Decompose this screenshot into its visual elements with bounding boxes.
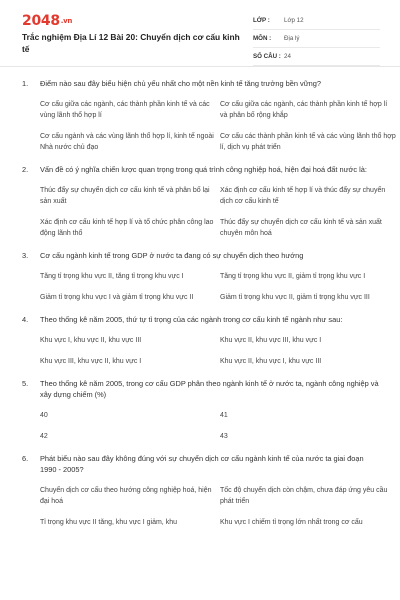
meta-label: LỚP : (253, 17, 270, 24)
question-text: Cơ cấu ngành kinh tế trong GDP ở nước ta đang có sự chuyển dịch theo hướng (40, 251, 304, 260)
question-item (0, 250, 400, 303)
answer-option[interactable]: Chuyển dịch cơ cấu theo hướng công nghiệp hoá, hiện đại hoá (40, 487, 212, 505)
question-number: 2. (22, 165, 29, 174)
answer-option[interactable]: 43 (220, 433, 228, 440)
question-text: Phát biểu nào sau đây không đúng với sự chuyển dịch cơ cấu ngành kinh tế của nước ta giai đoạn 1990 - 2005? (40, 454, 364, 474)
question-header (0, 378, 400, 400)
answer-option[interactable]: Giảm tỉ trọng khu vực II, giảm tỉ trọng khu vực III (220, 294, 370, 301)
answer-option[interactable]: Khu vực III, khu vực II, khu vực I (40, 358, 142, 365)
meta-value: Địa lý (284, 35, 300, 42)
question-item (0, 378, 400, 442)
question-header (0, 453, 400, 475)
answer-option[interactable]: Tỉ trọng khu vực II tăng, khu vực I giảm, khu (40, 519, 177, 526)
question-number: 6. (22, 454, 29, 463)
answer-option[interactable]: Thúc đẩy sự chuyển dịch cơ cấu kinh tế và sản xuất chuyên môn hoá (220, 219, 382, 237)
site-logo[interactable] (22, 13, 72, 29)
meta-value: Lớp 12 (284, 17, 304, 24)
answer-option[interactable]: 41 (220, 412, 228, 419)
answer-option[interactable]: Tốc độ chuyển dịch còn chậm, chưa đáp ứng yêu cầu phát triển (220, 487, 388, 505)
answer-option[interactable]: Khu vực I chiếm tỉ trọng lớn nhất trong cơ cấu (220, 519, 363, 526)
answer-option[interactable]: Cơ cấu ngành và các vùng lãnh thổ hợp lí, kinh tế ngoài Nhà nước chủ đạo (40, 133, 214, 151)
question-header (0, 164, 400, 175)
meta-label: SỐ CÂU : (253, 53, 281, 60)
logo-main: 2048 (22, 13, 60, 29)
answer-option[interactable]: Cơ cấu các thành phần kinh tế và các vùng lãnh thổ hợp lí, dịch vụ phát triển (220, 133, 396, 151)
question-number: 1. (22, 79, 29, 88)
answer-options (0, 99, 400, 153)
answer-options (0, 410, 400, 442)
question-number: 5. (22, 379, 29, 388)
answer-options (0, 271, 400, 303)
meta-row-subject (253, 30, 380, 48)
question-item (0, 314, 400, 367)
answer-options (0, 485, 400, 528)
question-text: Theo thống kê năm 2005, trong cơ cấu GDP phân theo ngành kinh tế ở nước ta, ngành công nghiệp và xây dựng chiếm (%) (40, 379, 379, 399)
question-text: Theo thống kê năm 2005, thứ tự tỉ trọng của các ngành trong cơ cấu kinh tế ngành như sau: (40, 315, 343, 324)
answer-option[interactable]: Thúc đẩy sự chuyển dịch cơ cấu kinh tế và phân bố lại sản xuất (40, 187, 210, 205)
answer-option[interactable]: Xác định cơ cấu kinh tế hợp lí và thúc đẩy sự chuyển dịch cơ cấu kinh tế (220, 187, 386, 205)
question-number: 4. (22, 315, 29, 324)
answer-option[interactable]: Khu vực II, khu vực I, khu vực III (220, 358, 322, 365)
question-text: Vấn đề có ý nghĩa chiến lược quan trọng trong quá trình công nghiệp hoá, hiện đại hoá đất nước là: (40, 165, 367, 174)
question-header (0, 250, 400, 261)
answer-option[interactable]: Xác định cơ cấu kinh tế hợp lí và tổ chức phân công lao động lãnh thổ (40, 219, 214, 237)
answer-option[interactable]: Cơ cấu giữa các ngành, các thành phần kinh tế hợp lí và phân bố rộng khắp (220, 101, 388, 119)
logo-suffix: .vn (60, 17, 73, 25)
page-title: Trắc nghiệm Địa Lí 12 Bài 20: Chuyển dịch cơ cấu kinh tế (22, 32, 240, 54)
answer-option[interactable]: Khu vực II, khu vực III, khu vực I (220, 337, 322, 344)
meta-row-class (253, 12, 380, 30)
answer-option[interactable]: 42 (40, 433, 48, 440)
meta-label: MÔN : (253, 35, 272, 42)
answer-option[interactable]: Giảm tỉ trọng khu vực I và giảm tỉ trọng khu vực II (40, 294, 194, 301)
question-text: Điểm nào sau đây biểu hiện chủ yếu nhất cho một nền kinh tế tăng trưởng bền vững? (40, 79, 321, 88)
meta-row-question-count (253, 48, 380, 66)
question-item (0, 453, 400, 528)
quiz-meta (253, 12, 380, 66)
answer-options (0, 185, 400, 239)
meta-value: 24 (284, 53, 291, 60)
question-list (0, 78, 400, 539)
answer-option[interactable]: 40 (40, 412, 48, 419)
answer-option[interactable]: Tăng tỉ trọng khu vực II, giảm tỉ trọng khu vực I (220, 273, 366, 280)
question-item (0, 164, 400, 239)
page-header (0, 0, 400, 67)
answer-option[interactable]: Khu vực I, khu vực II, khu vực III (40, 337, 142, 344)
question-header (0, 78, 400, 89)
question-item (0, 78, 400, 153)
answer-options (0, 335, 400, 367)
answer-option[interactable]: Tăng tỉ trọng khu vực II, tăng tỉ trọng khu vực I (40, 273, 184, 280)
question-number: 3. (22, 251, 29, 260)
answer-option[interactable]: Cơ cấu giữa các ngành, các thành phần kinh tế và các vùng lãnh thổ hợp lí (40, 101, 210, 119)
question-header (0, 314, 400, 325)
